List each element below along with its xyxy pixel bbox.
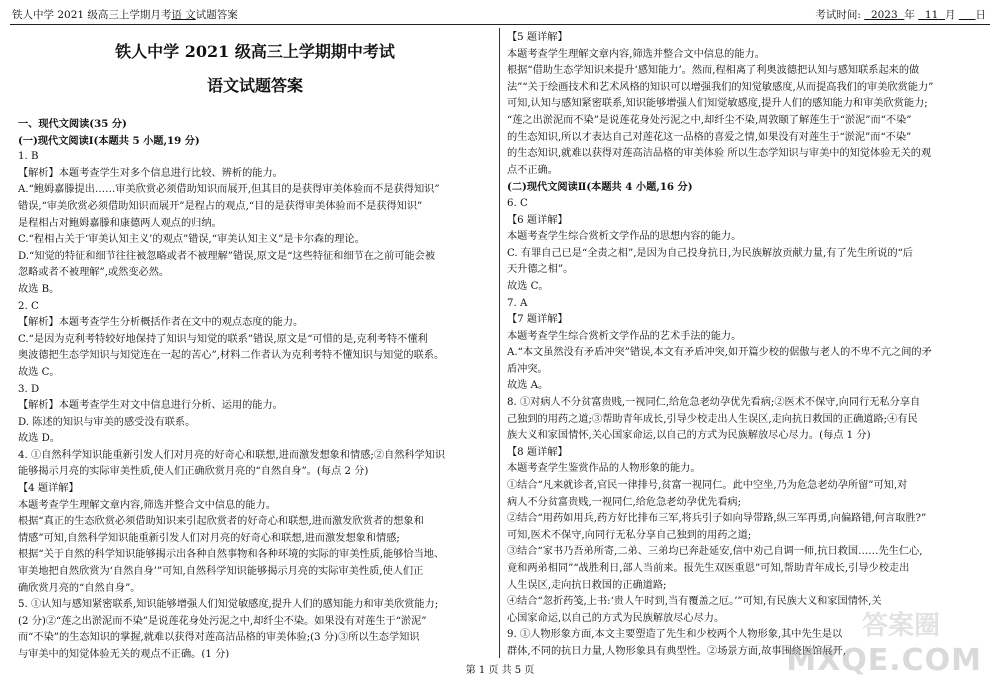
right-answer-line: 本题考查学生综合赏析文学作品的思想内容的能力。 xyxy=(507,231,742,243)
right-answer-line: 故选 C。 xyxy=(507,280,549,292)
exam-month: 11 xyxy=(924,9,939,21)
exam-year-unit: 年 xyxy=(904,9,915,21)
right-answer-line: 故选 A。 xyxy=(507,380,549,392)
left-answer-line: D. 陈述的知识与审美的感受没有联系。 xyxy=(18,416,196,428)
right-answer-line: 天升德之相”。 xyxy=(507,264,574,276)
right-answer-line: 己独到的用药之道;③帮助青年成长,引导少校走出人生误区,走向抗日救国的正确道路;④有民 xyxy=(507,413,918,425)
exam-month-unit: 月 xyxy=(944,9,956,21)
left-answer-line: 是程相占对鲍姆嘉滕和康德两人观点的归纳。 xyxy=(18,217,222,229)
watermark-site: MXQE.COM xyxy=(786,643,982,678)
page-footer: 第 1 页 共 5 页 xyxy=(465,665,535,676)
right-answer-line: A.“本文虽然没有矛盾冲突”错误,本文有矛盾冲突,如开篇少校的倨傲与老人的不卑不亢之间的矛 xyxy=(507,347,932,359)
left-answer-line: (2 分)②“莲之出淤泥而不染”是说莲花身处污泥之中,却纤尘不染。如果没有对莲生于“淤泥” xyxy=(18,615,427,627)
left-answer-line: (一)现代文阅读Ⅰ(本题共 5 小题,19 分) xyxy=(18,134,200,147)
left-answer-line: 【解析】本题考查学生对文中信息进行分析、运用的能力。 xyxy=(18,400,283,412)
right-answer-line: 【5 题详解】 xyxy=(507,32,568,43)
exam-year: 2023 xyxy=(870,9,898,21)
left-answer-line: 故选 C。 xyxy=(18,366,60,378)
right-answer-line: 【7 题详解】 xyxy=(507,314,568,326)
left-answer-line: 确欣赏月亮的“自然自身”。 xyxy=(18,582,141,594)
left-column xyxy=(18,30,492,658)
left-answer-line: 审美地把自然欣赏为‘自然自身’”可知,自然科学知识能够揭示月亮的实际审美性质,使人们正 xyxy=(18,566,424,578)
right-answer-line: 点不正确。 xyxy=(507,164,558,176)
header-left xyxy=(12,7,238,23)
right-answer-line: 可知,认知与感知紧密联系,知识能够增强人们知觉敏感度,提升人们的感知能力和审美欣赏能力; xyxy=(507,98,928,110)
left-answer-line: 4. ①自然科学知识能重新引发人们对月亮的好奇心和联想,进而激发想象和情感;②自然科学知识 xyxy=(18,449,446,461)
left-answer-line: A.“鲍姆嘉滕提出……审美欣赏必须借助知识而展开,但其目的是获得审美体验而不是获得知识” xyxy=(18,184,440,196)
right-answer-line: 本题考查学生理解文章内容,筛选并整合文中信息的能力。 xyxy=(507,48,765,60)
left-answer-line: C.“程相占关于‘审美认知主义’的观点”错误,“审美认知主义”是卡尔森的理论。 xyxy=(18,234,365,246)
right-answer-line: 的生态知识,所以才表达自己对莲花这一品格的喜爱之情,如果没有对莲生于“淤泥”而“不染” xyxy=(507,131,912,143)
right-answer-line: ③结合“家书乃吾弟所寄,二弟、三弟均已奔赴延安,信中劝己自调一师,抗日救国……先生仁心, xyxy=(507,546,923,558)
exam-day xyxy=(959,9,976,21)
left-answer-line: 【4 题详解】 xyxy=(18,483,79,495)
right-answer-line: 心国家命运,以自己的方式为民族解放尽心尽力。 xyxy=(507,612,725,624)
right-answer-line: 8. ①对病人不分贫富贵贱,一视同仁,给危急老幼孕优先看病;②医术不保守,向同行无私分享自 xyxy=(507,397,921,409)
right-answer-line: 的生态知识,就难以获得对莲高洁品格的审美体验 所以生态学知识与审美中的知觉体验无关的观 xyxy=(507,148,932,160)
header-school: 铁人中学 2021 级高三上学期月考 xyxy=(12,9,172,21)
right-answer-line: ④结合“忽折药笺,上书:‘贵人午时到,当有覆盖之厄。’”可知,有民族大义和家国情怀,关 xyxy=(507,596,882,608)
left-answer-line: 奥波德把生态学知识与知觉连在一起的苦心”,材料二作者认为克利考特不懂知识与知觉的联系。 xyxy=(18,350,445,362)
left-answer-line: 故选 B。 xyxy=(18,283,60,295)
left-answer-line: 5. ①认知与感知紧密联系,知识能够增强人们知觉敏感度,提升人们的感知能力和审美欣赏能力; xyxy=(18,599,439,611)
exam-day-unit: 日 xyxy=(975,9,986,21)
right-answer-line: 本题考查学生综合赏析文学作品的艺术手法的能力。 xyxy=(507,330,742,342)
left-answer-lines xyxy=(18,116,492,658)
left-answer-line: 故选 D。 xyxy=(18,433,60,445)
right-answer-line: 病人不分贫富贵贱,一视同仁,给危急老幼孕优先看病; xyxy=(507,496,742,508)
right-answer-line: 可知,医术不保守,向同行无私分享自己独到的用药之道; xyxy=(507,529,752,541)
right-answer-line: 7. A xyxy=(507,297,528,309)
left-answer-line: 一、现代文阅读(35 分) xyxy=(18,118,127,130)
header-suffix: 试题答案 xyxy=(195,9,238,21)
right-answer-line: 【6 题详解】 xyxy=(507,214,568,226)
right-column xyxy=(507,30,985,658)
left-answer-line: 根据“关于自然的科学知识能够揭示出各种自然事物和各种环境的实际的审美性质,能够恰当地、 xyxy=(18,549,445,561)
document-subtitle: 语文试题答案 xyxy=(206,76,303,95)
left-answer-line: 【解析】本题考查学生对多个信息进行比较、辨析的能力。 xyxy=(18,167,283,179)
left-answer-line: 2. C xyxy=(18,300,39,312)
header-exam-time xyxy=(815,7,986,23)
column-divider xyxy=(499,28,500,658)
exam-time-label: 考试时间: xyxy=(815,9,861,21)
right-answer-line: 根据“借助生态学知识来提升‘感知能力’。然而,程相离了利奥波德把认知与感知联系起来的做 xyxy=(507,65,920,77)
left-answer-line: D.“知觉的特征和细节往往被忽略或者不被理解”错误,原文是“这些特征和细节在之前可能会被 xyxy=(18,250,436,262)
right-answer-line: 9. ①人物形象方面,本文主要塑造了先生和少校两个人物形象,其中先生是以 xyxy=(507,629,843,641)
right-answer-line: ②结合“用药如用兵,药方好比排布三军,将兵引子如向导带路,纵三军再勇,向偏路错,何言取胜?” xyxy=(507,513,927,525)
right-answer-line: (二)现代文阅读Ⅱ(本题共 4 小题,16 分) xyxy=(507,181,693,194)
left-answer-line: 根据“真正的生态欣赏必须借助知识来引起欣赏者的好奇心和联想,进而激发欣赏者的想象和 xyxy=(18,516,424,528)
header-subject: 语 文 xyxy=(171,9,196,21)
left-answer-line: C.“是因为克利考特较好地保持了知识与知觉的联系”错误,原文是“可惜的是,克利考特不懂利 xyxy=(18,333,428,345)
right-answer-lines xyxy=(507,30,985,658)
right-answer-line: 竟和两弟相同”“战胜利日,部人当前来。报先生双医重恩”可知,帮助青年成长,引导少校走出 xyxy=(507,563,910,574)
left-answer-line: 【解析】本题考查学生分析概括作者在文中的观点态度的能力。 xyxy=(18,317,304,329)
left-answer-line: 1. B xyxy=(18,151,39,163)
right-answer-line: 人生误区,走向抗日救国的正确道路; xyxy=(507,579,667,591)
left-answer-line: 情感”可知,自然科学知识能重新引发人们对月亮的好奇心和联想,进而激发想象和情感; xyxy=(18,532,400,544)
right-answer-line: 6. C xyxy=(507,197,528,209)
right-answer-line: 法”“关于绘画技术和艺术风格的知识可以增强我们的知觉敏感度,从而提高我们的审美欣赏能力” xyxy=(507,81,934,93)
right-answer-line: 本题考查学生鉴赏作品的人物形象的能力。 xyxy=(507,463,701,475)
left-answer-line: 错误,“审美欣赏必须借助知识而展开”是程占的观点,“目的是获得审美体验而不是获得知识” xyxy=(18,200,423,212)
right-answer-line: 【8 题详解】 xyxy=(507,446,568,458)
left-answer-line: 本题考查学生理解文章内容,筛选并整合文中信息的能力。 xyxy=(18,499,276,511)
document-title: 铁人中学 2021 级高三上学期期中考试 xyxy=(115,42,395,61)
left-answer-line: 忽略或者不被理解”,或然变必然。 xyxy=(18,267,170,279)
right-answer-line: 盾冲突。 xyxy=(507,363,548,375)
left-answer-line: 能够揭示月亮的实际审美性质,使人们正确欣赏月亮的“自然自身”。(每点 2 分) xyxy=(18,466,369,478)
right-answer-line: C. 有罪自己已是“全责之相”,是因为自己投身抗日,为民族解放贡献力量,有了先生所说的“后 xyxy=(507,247,913,259)
right-answer-line: 族大义和家国情怀,关心国家命运,以自己的方式为民族解放尽心尽力。(每点 1 分) xyxy=(507,430,871,442)
left-answer-line: 而“不染”的生态知识的掌握,就难以获得对莲高洁品格的审美体验;(3 分)③所以生态学知识 xyxy=(18,632,420,644)
left-answer-line: 与审美中的知觉体验无关的观点不正确。(1 分) xyxy=(18,649,230,658)
page-header xyxy=(10,6,990,25)
right-answer-line: 群体,不同的抗日力量,人物形象具有典型性。②场景方面,故事围绕医馆展开, xyxy=(507,645,846,657)
watermark-logo: 答案圈 xyxy=(861,611,940,641)
left-answer-line: 3. D xyxy=(18,383,40,395)
right-answer-line: “莲之出淤泥而不染”是说莲花身处污泥之中,却纤尘不染,周敦颐了解莲生于“淤泥”而“不染” xyxy=(507,114,912,126)
right-answer-line: ①结合“凡来就诊者,官民一律排号,贫富一视同仁。此中空坐,乃为危急老幼孕所留”可知,对 xyxy=(507,480,908,492)
